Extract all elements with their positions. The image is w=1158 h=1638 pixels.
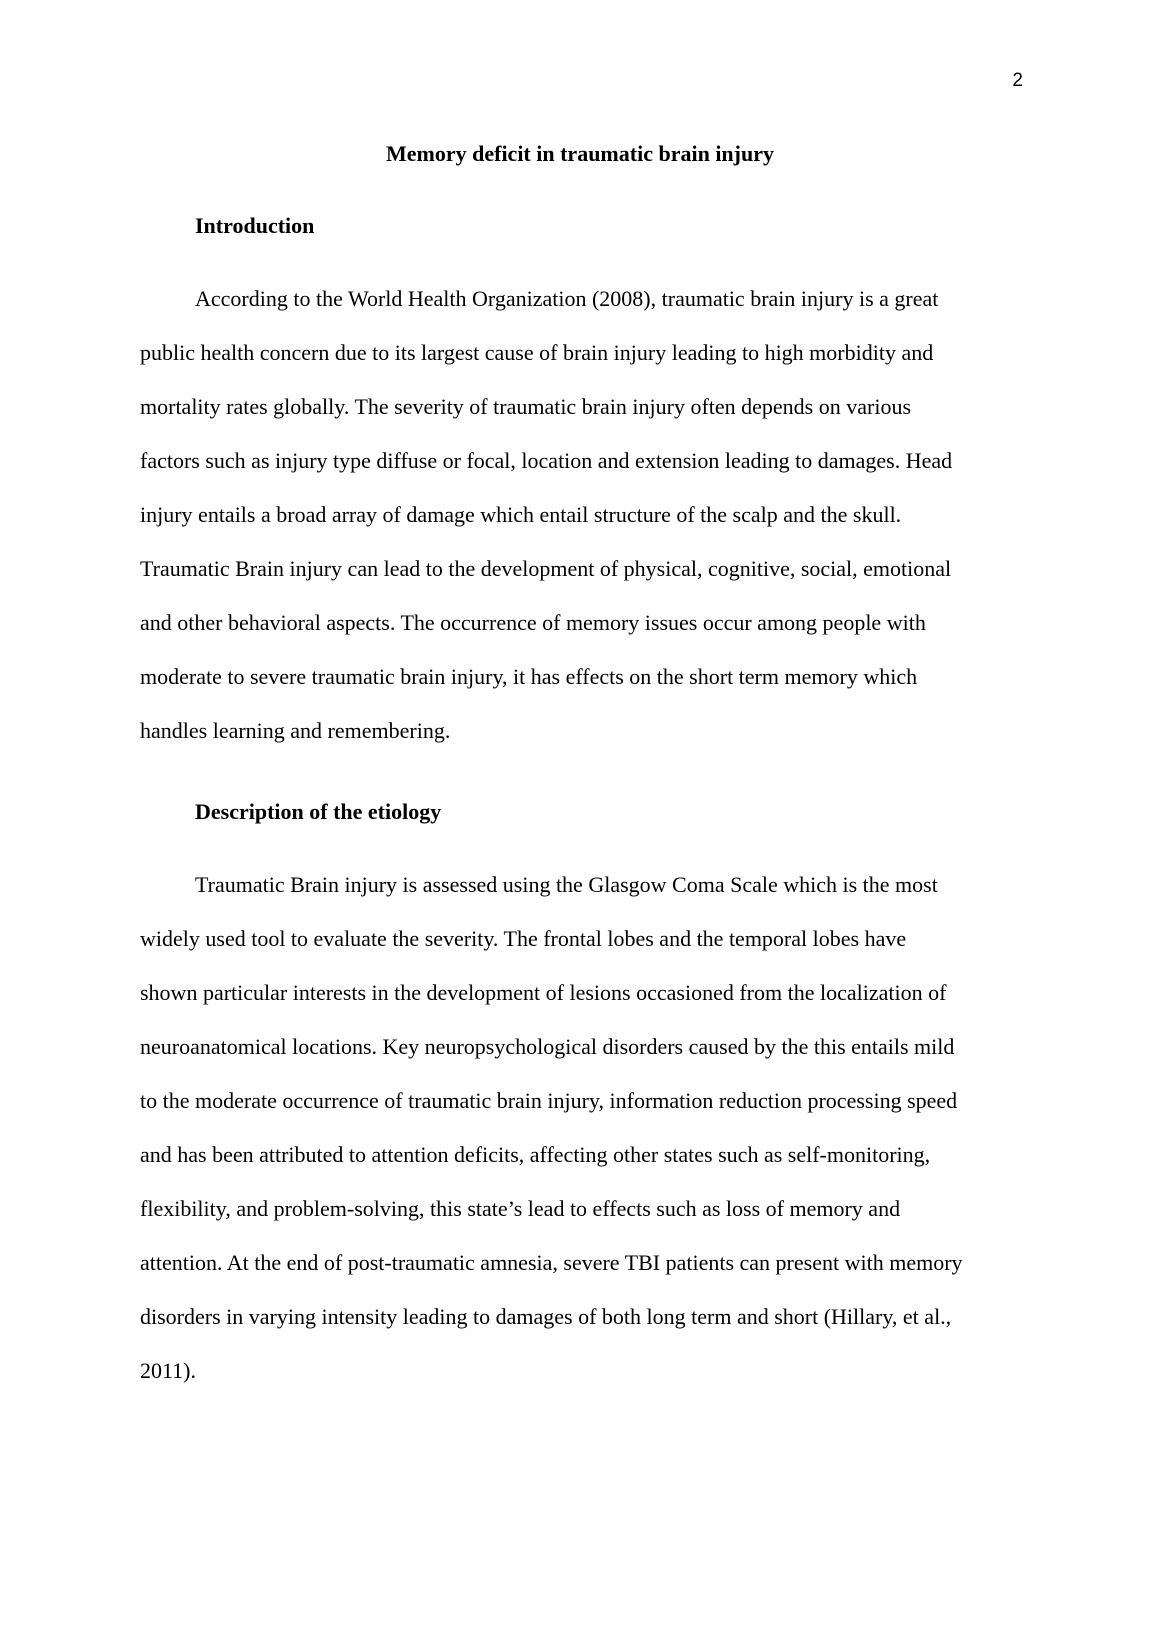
paragraph-line: injury entails a broad array of damage which entail structure of the scalp and the skull. bbox=[140, 502, 902, 527]
paragraph-line: flexibility, and problem-solving, this state’s lead to effects such as loss of memory and bbox=[140, 1196, 901, 1221]
paragraph-line: mortality rates globally. The severity of traumatic brain injury often depends on various bbox=[140, 394, 912, 419]
paragraph-line: According to the World Health Organization (2008), traumatic brain injury is a great bbox=[195, 286, 939, 311]
etiology-paragraph bbox=[140, 858, 1020, 1398]
paragraph-line: moderate to severe traumatic brain injury, it has effects on the short term memory which bbox=[140, 664, 918, 689]
paragraph-line: to the moderate occurrence of traumatic brain injury, information reduction processing speed bbox=[140, 1088, 958, 1113]
paragraph-line: Traumatic Brain injury can lead to the development of physical, cognitive, social, emotional bbox=[140, 556, 952, 581]
paragraph-line: neuroanatomical locations. Key neuropsychological disorders caused by the this entails mild bbox=[140, 1034, 955, 1059]
introduction-paragraph bbox=[140, 272, 1020, 758]
document-body bbox=[140, 136, 1020, 1398]
paragraph-line: disorders in varying intensity leading to damages of both long term and short (Hillary, et al., bbox=[140, 1304, 952, 1329]
paragraph-line: widely used tool to evaluate the severity. The frontal lobes and the temporal lobes have bbox=[140, 926, 907, 951]
section-heading-introduction: Introduction bbox=[195, 213, 315, 238]
paragraph-line: shown particular interests in the development of lesions occasioned from the localization of bbox=[140, 980, 947, 1005]
page-number: 2 bbox=[1012, 70, 1023, 91]
paragraph-line: and other behavioral aspects. The occurrence of memory issues occur among people with bbox=[140, 610, 926, 635]
paragraph-line: and has been attributed to attention deficits, affecting other states such as self-monitoring, bbox=[140, 1142, 931, 1167]
paragraph-line: handles learning and remembering. bbox=[140, 718, 451, 743]
paragraph-line: public health concern due to its largest cause of brain injury leading to high morbidity and bbox=[140, 340, 934, 365]
section-heading-etiology: Description of the etiology bbox=[195, 799, 442, 824]
paragraph-line: factors such as injury type diffuse or focal, location and extension leading to damages. Head bbox=[140, 448, 953, 473]
paragraph-line: 2011). bbox=[140, 1358, 197, 1383]
paragraph-line: Traumatic Brain injury is assessed using the Glasgow Coma Scale which is the most bbox=[195, 872, 938, 897]
document-title: Memory deficit in traumatic brain injury bbox=[386, 141, 774, 166]
paragraph-line: attention. At the end of post-traumatic amnesia, severe TBI patients can present with memory bbox=[140, 1250, 963, 1275]
